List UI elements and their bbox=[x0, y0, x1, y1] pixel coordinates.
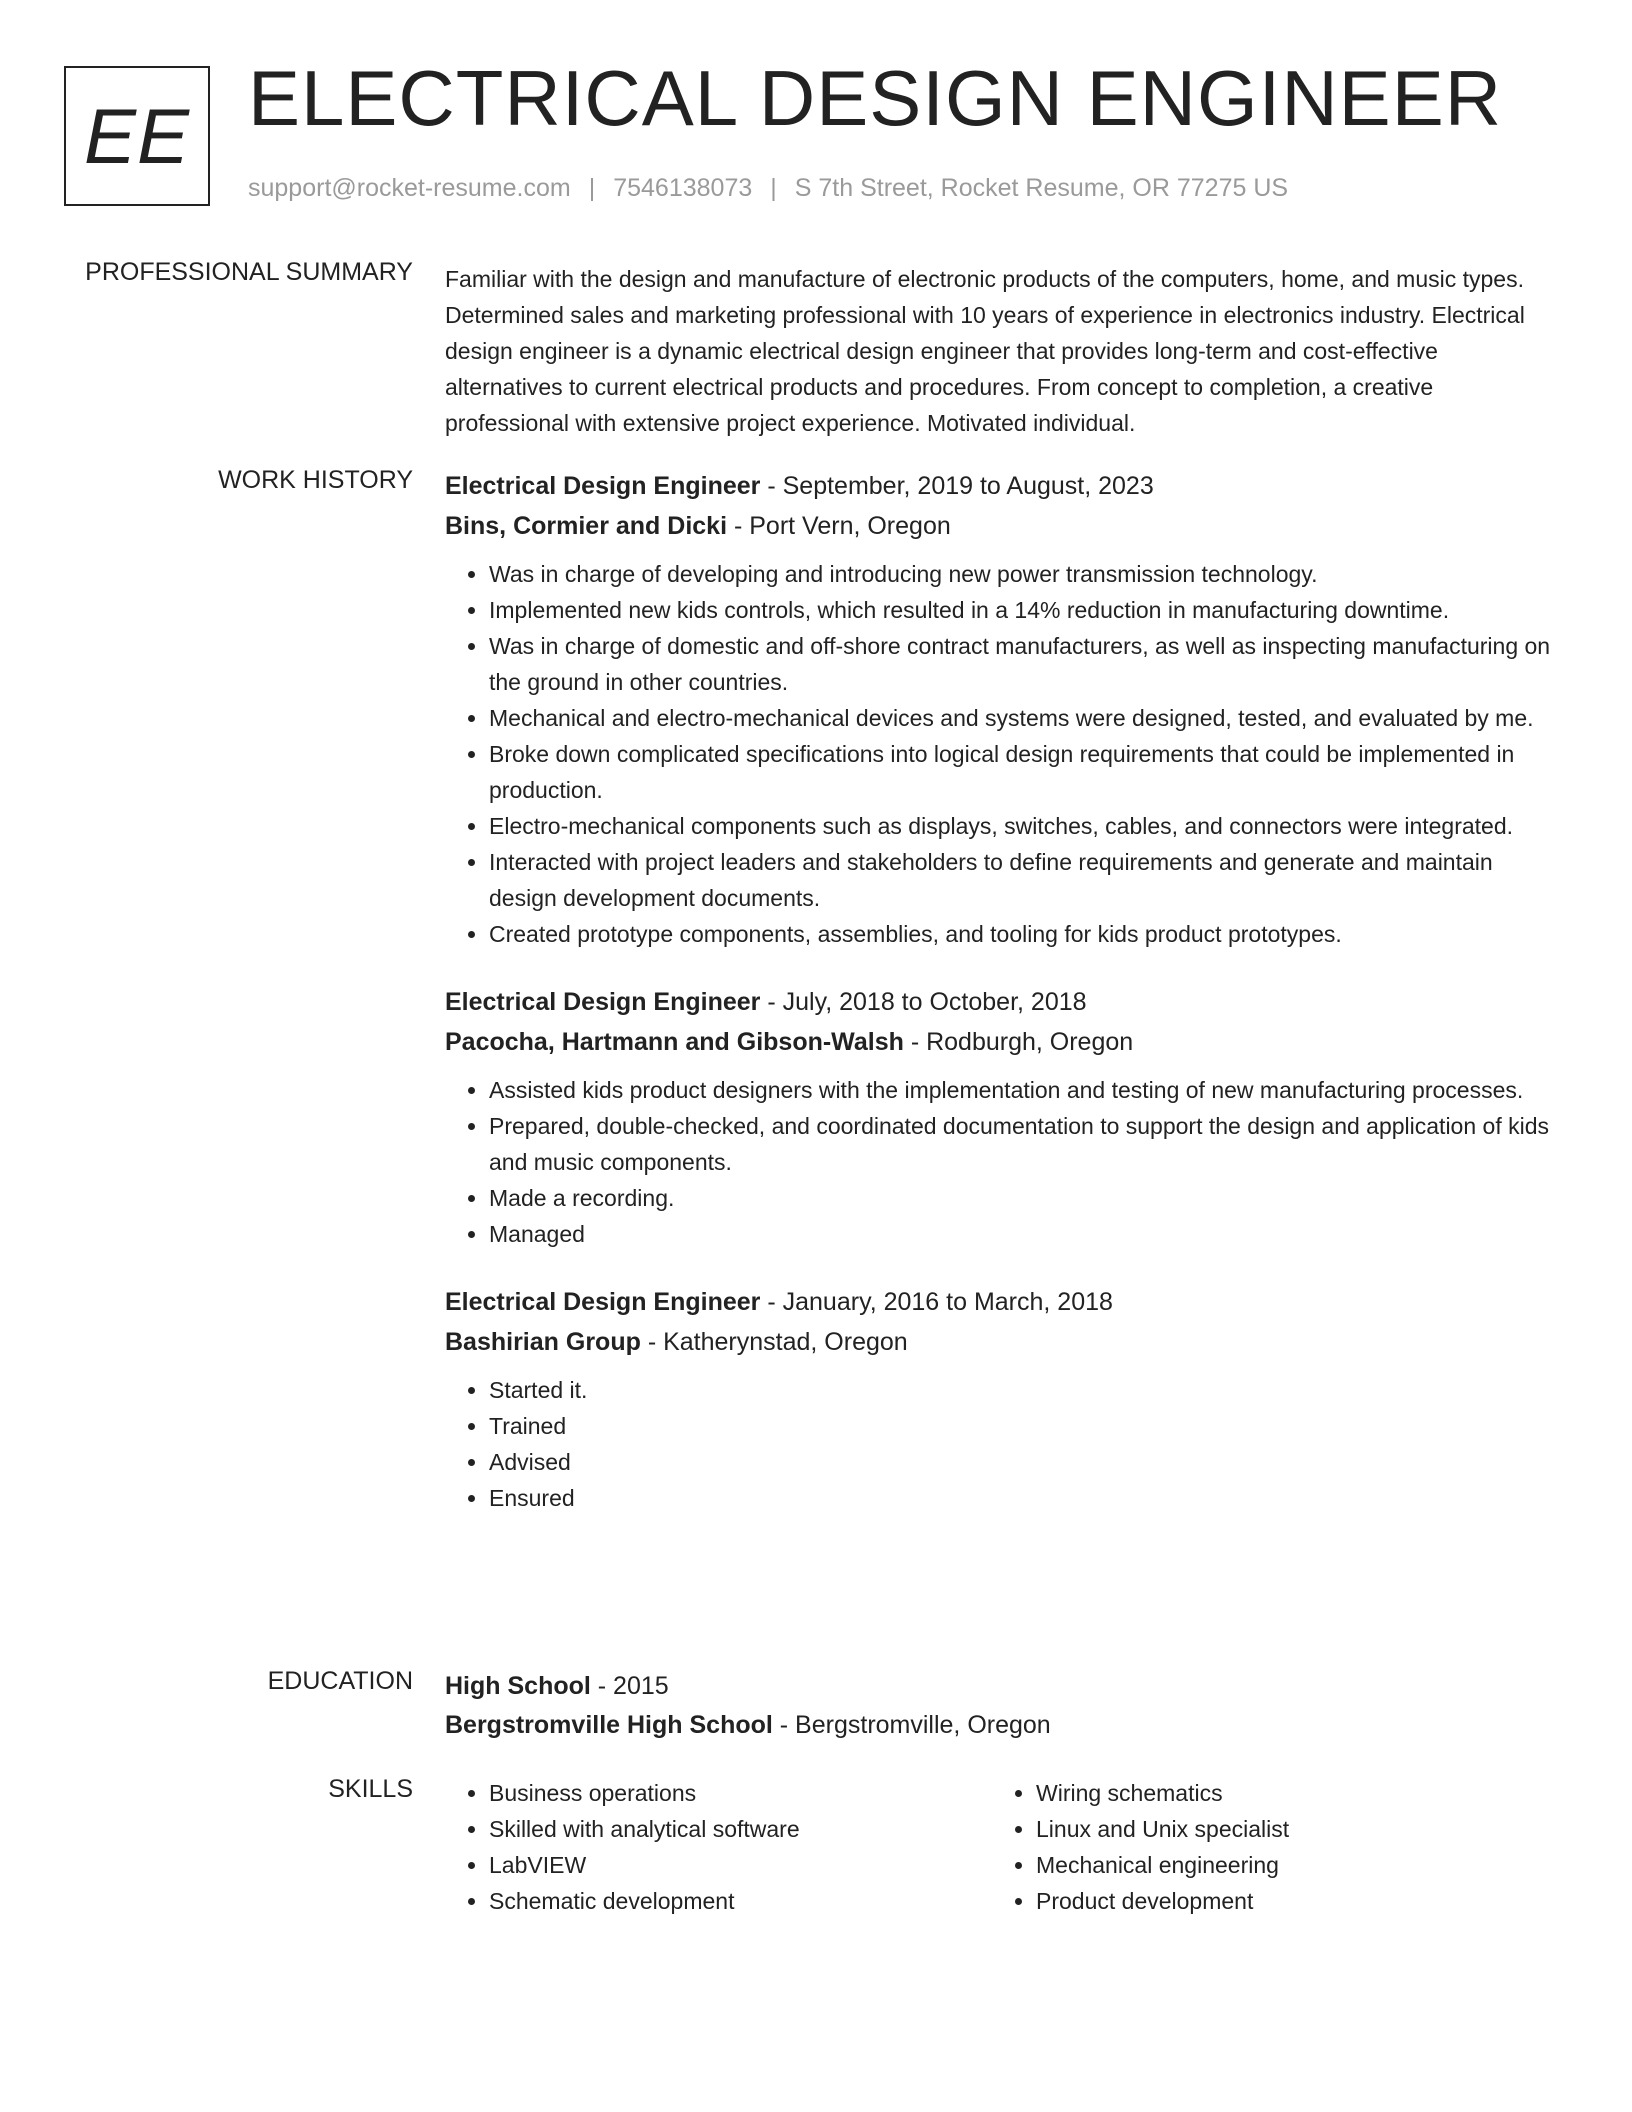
job-bullet: • Advised bbox=[489, 1444, 1560, 1480]
skills-grid bbox=[445, 1775, 1560, 1919]
education-school: Bergstromville High School bbox=[445, 1711, 773, 1739]
contact-address: S 7th Street, Rocket Resume, OR 77275 US bbox=[794, 174, 1289, 202]
job-dates: - January, 2016 to March, 2018 bbox=[760, 1288, 1113, 1316]
summary-body bbox=[445, 258, 1560, 441]
education-year: - 2015 bbox=[590, 1672, 669, 1700]
job-bullet: • Started it. bbox=[489, 1372, 1560, 1408]
job-company-line bbox=[445, 506, 1560, 546]
skill-item: • Linux and Unix specialist bbox=[1036, 1811, 1539, 1847]
job-title-line bbox=[445, 1282, 1560, 1322]
job-dates: - September, 2019 to August, 2023 bbox=[760, 472, 1154, 500]
job-location: - Port Vern, Oregon bbox=[727, 512, 951, 540]
summary-text: Familiar with the design and manufacture of electronic products of the computers, home, and music types. Determined sales and marketing professional with 10 years of experience in electronics industry. Electrical design engineer is a dynamic electrical design engineer that provides long-term and cost-effective alternatives to current electrical products and procedures. From concept to completion, a creative professional with extensive project experience. Motivated individual. bbox=[445, 266, 1525, 436]
job-location: - Rodburgh, Oregon bbox=[903, 1028, 1134, 1056]
job-bullet: • Was in charge of developing and introducing new power transmission technology. bbox=[489, 556, 1560, 592]
contact-separator: | bbox=[770, 174, 777, 202]
job-bullets bbox=[445, 1072, 1560, 1252]
contact-email: support@rocket-resume.com bbox=[248, 174, 571, 202]
job-entry bbox=[445, 1282, 1560, 1516]
job-title: Electrical Design Engineer bbox=[445, 988, 761, 1016]
work-history-body bbox=[445, 466, 1560, 1546]
job-bullet: • Made a recording. bbox=[489, 1180, 1560, 1216]
skill-item: • LabVIEW bbox=[489, 1847, 992, 1883]
job-bullets bbox=[445, 1372, 1560, 1516]
job-bullet: • Implemented new kids controls, which resulted in a 14% reduction in manufacturing downtime. bbox=[489, 592, 1560, 628]
skill-item: • Wiring schematics bbox=[1036, 1775, 1539, 1811]
section-label-work-history: WORK HISTORY bbox=[218, 466, 413, 494]
education-body bbox=[445, 1667, 1560, 1745]
job-company: Bashirian Group bbox=[445, 1328, 641, 1356]
job-location: - Katherynstad, Oregon bbox=[640, 1328, 908, 1356]
contact-separator: | bbox=[588, 174, 596, 202]
education-school-line bbox=[445, 1706, 1560, 1745]
section-label-education: EDUCATION bbox=[267, 1667, 413, 1695]
section-label-summary: PROFESSIONAL SUMMARY bbox=[85, 258, 413, 286]
education-degree: High School bbox=[445, 1672, 591, 1700]
job-company-line bbox=[445, 1022, 1560, 1062]
monogram-box bbox=[64, 66, 210, 206]
job-title: Electrical Design Engineer bbox=[445, 1288, 761, 1316]
job-bullet: • Was in charge of domestic and off-shore contract manufacturers, as well as inspecting manufacturing on the ground in other countries. bbox=[489, 628, 1560, 700]
job-entry bbox=[445, 982, 1560, 1252]
job-title-line bbox=[445, 982, 1560, 1022]
skill-item: • Skilled with analytical software bbox=[489, 1811, 992, 1847]
job-company: Pacocha, Hartmann and Gibson-Walsh bbox=[445, 1028, 904, 1056]
job-bullet: • Assisted kids product designers with the implementation and testing of new manufacturing processes. bbox=[489, 1072, 1560, 1108]
monogram-initials: EE bbox=[83, 92, 191, 180]
job-bullet: • Broke down complicated specifications into logical design requirements that could be implemented in production. bbox=[489, 736, 1560, 808]
job-bullet: • Created prototype components, assemblies, and tooling for kids product prototypes. bbox=[489, 916, 1560, 952]
section-label-skills: SKILLS bbox=[328, 1775, 413, 1803]
job-bullet: • Prepared, double-checked, and coordinated documentation to support the design and application of kids and music components. bbox=[489, 1108, 1560, 1180]
job-dates: - July, 2018 to October, 2018 bbox=[760, 988, 1087, 1016]
skills-column-2 bbox=[992, 1775, 1539, 1919]
job-company: Bins, Cormier and Dicki bbox=[445, 512, 728, 540]
job-title-line bbox=[445, 466, 1560, 506]
job-entry bbox=[445, 466, 1560, 952]
job-bullet: • Trained bbox=[489, 1408, 1560, 1444]
skills-body bbox=[445, 1775, 1560, 1919]
skill-item: • Schematic development bbox=[489, 1883, 992, 1919]
contact-phone: 7546138073 bbox=[613, 174, 753, 202]
education-degree-line bbox=[445, 1667, 1560, 1706]
skill-item: • Product development bbox=[1036, 1883, 1539, 1919]
job-bullets bbox=[445, 556, 1560, 952]
job-bullet: • Ensured bbox=[489, 1480, 1560, 1516]
education-location: - Bergstromville, Oregon bbox=[772, 1711, 1051, 1739]
job-company-line bbox=[445, 1322, 1560, 1362]
contact-line bbox=[248, 174, 1288, 203]
job-title: Electrical Design Engineer bbox=[445, 472, 761, 500]
resume-title: ELECTRICAL DESIGN ENGINEER bbox=[248, 54, 1503, 142]
skill-item: • Mechanical engineering bbox=[1036, 1847, 1539, 1883]
job-bullet: • Interacted with project leaders and stakeholders to define requirements and generate and maintain design development documents. bbox=[489, 844, 1560, 916]
job-bullet: • Electro-mechanical components such as displays, switches, cables, and connectors were integrated. bbox=[489, 808, 1560, 844]
job-bullet: • Managed bbox=[489, 1216, 1560, 1252]
job-bullet: • Mechanical and electro-mechanical devices and systems were designed, tested, and evaluated by me. bbox=[489, 700, 1560, 736]
skill-item: • Business operations bbox=[489, 1775, 992, 1811]
skills-column-1 bbox=[445, 1775, 992, 1919]
